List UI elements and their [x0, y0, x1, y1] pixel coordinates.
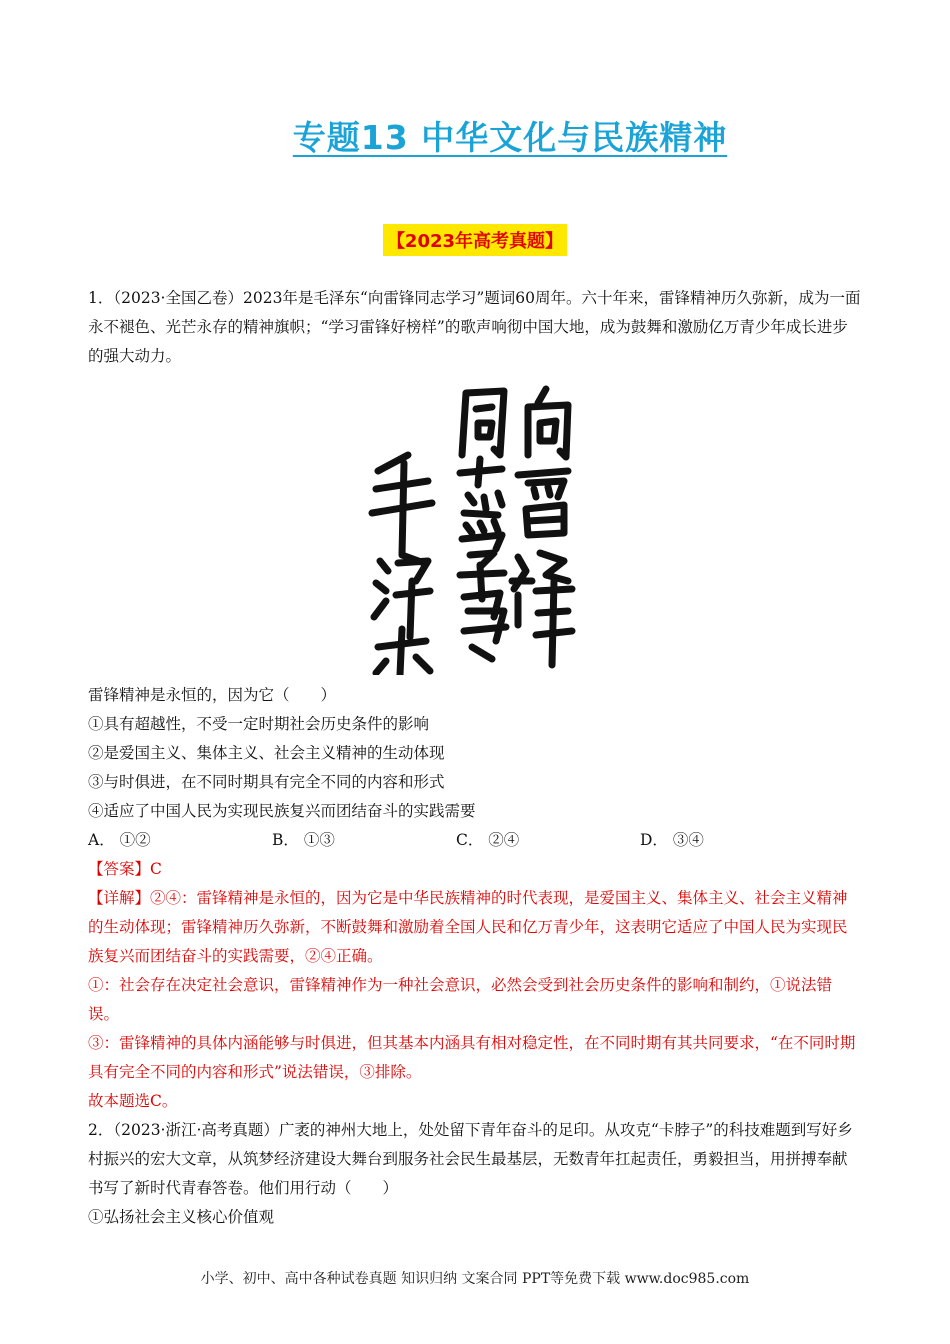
q1-answer: 【答案】C	[88, 860, 162, 878]
option-a[interactable]: A． ①②	[88, 831, 151, 849]
section-header: 【2023年高考真题】	[383, 224, 567, 256]
q1-analysis: ①：社会存在决定社会意识，雷锋精神作为一种社会意识，必然会受到社会历史条件的影响和制约，①说法错误。	[88, 976, 833, 1023]
q1-stem: 1．（2023·全国乙卷）2023年是毛泽东“向雷锋同志学习”题词60周年。六十年来，雷锋精神历久弥新，成为一面永不褪色、光芒永存的精神旗帜；“学习雷锋好榜样”的歌声响彻中国大地，成为鼓舞和激励亿万青少年成长进步的强大动力。	[88, 289, 861, 365]
q1-analysis: 【详解】②④：雷锋精神是永恒的，因为它是中华民族精神的时代表现，是爱国主义、集体主义、社会主义精神的生动体现；雷锋精神历久弥新，不断鼓舞和激励着全国人民和亿万青少年，这表明它适应了中国人民为实现民族复兴而团结奋斗的实践需要，②④正确。	[88, 889, 848, 965]
q1-item: ②是爱国主义、集体主义、社会主义精神的生动体现	[88, 744, 445, 762]
q1-options	[88, 826, 862, 855]
q1-item: ④适应了中国人民为实现民族复兴而团结奋斗的实践需要	[88, 802, 476, 820]
q2-stem: 2．（2023·浙江·高考真题）广袤的神州大地上，处处留下青年奋斗的足印。从攻克“卡脖子”的科技难题到写好乡村振兴的宏大文章，从筑梦经济建设大舞台到服务社会民生最基层，无数青年扛起责任，勇毅担当，用拼搏奉献书写了新时代青春答卷。他们用行动（ ）	[88, 1121, 853, 1197]
page-title: 专题13 中华文化与民族精神	[292, 118, 728, 157]
q1-conclusion: 故本题选C。	[88, 1092, 178, 1110]
section-header-wrap	[0, 224, 950, 256]
content	[88, 284, 862, 1232]
option-d[interactable]: D． ③④	[640, 831, 704, 849]
footer-text: 小学、初中、高中各种试卷真题 知识归纳 文案合同 PPT等免费下载 www.doc985.com	[200, 1271, 750, 1287]
q1-item: ③与时俱进，在不同时期具有完全不同的内容和形式	[88, 773, 445, 791]
q1-question: 雷锋精神是永恒的，因为它（ ）	[88, 686, 337, 704]
calligraphy-image	[368, 385, 582, 675]
q1-analysis: ③：雷锋精神的具体内涵能够与时俱进，但其基本内涵具有相对稳定性，在不同时期有其共同要求，“在不同时期具有完全不同的内容和形式”说法错误，③排除。	[88, 1034, 856, 1081]
q1-item: ①具有超越性，不受一定时期社会历史条件的影响	[88, 715, 430, 733]
q2-item: ①弘扬社会主义核心价值观	[88, 1208, 275, 1226]
option-c[interactable]: C． ②④	[456, 831, 520, 849]
option-b[interactable]: B． ①③	[272, 831, 335, 849]
